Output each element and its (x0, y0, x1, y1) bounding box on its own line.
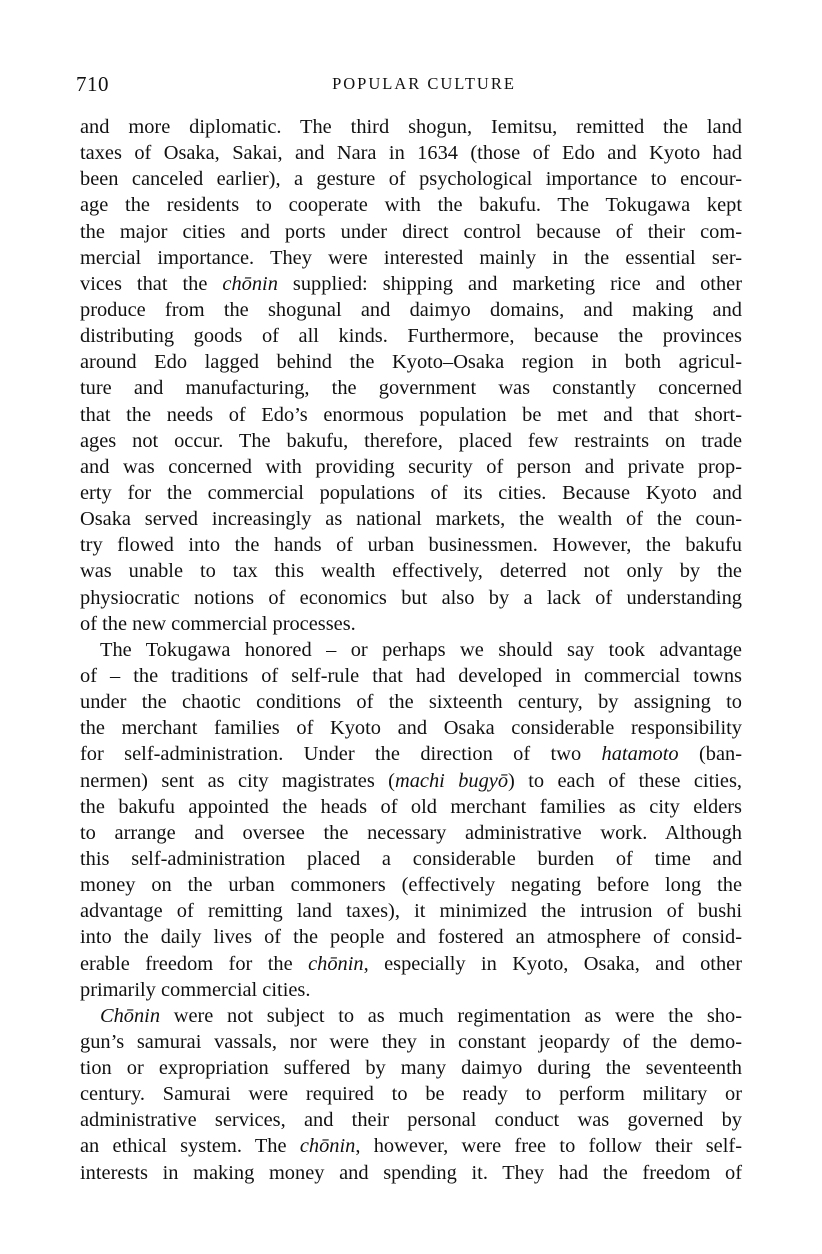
text-line: gun’s samurai vassals, nor were they in constant jeopardy of the demo- (80, 1030, 742, 1053)
text-line: century. Samurai were required to be ready to perform military or (80, 1083, 742, 1106)
text-line: vices that the chōnin supplied: shipping and marketing rice and other (80, 272, 742, 295)
text-line: the merchant families of Kyoto and Osaka considerable responsibility (80, 717, 742, 740)
text-line: that the needs of Edo’s enormous population be met and that short- (80, 403, 742, 426)
text-line: been canceled earlier), a gesture of psychological importance to encour- (80, 168, 742, 191)
text-line: the major cities and ports under direct control because of their com- (80, 220, 742, 243)
text-line: of the new commercial processes. (80, 612, 356, 635)
body-text (80, 114, 742, 1186)
text-line: this self-administration placed a considerable burden of time and (80, 847, 742, 870)
italic-term: machi bugyō (394, 769, 509, 792)
text-line: interests in making money and spending it. They had the freedom of (80, 1161, 742, 1184)
page-number: 710 (76, 72, 109, 96)
text-line: erable freedom for the chōnin, especially in Kyoto, Osaka, and other (80, 952, 742, 975)
text-line: produce from the shogunal and daimyo domains, and making and (80, 298, 742, 321)
text-line: primarily commercial cities. (80, 978, 311, 1001)
text-line: erty for the commercial populations of its cities. Because Kyoto and (80, 481, 742, 504)
text-line: The Tokugawa honored – or perhaps we should say took advantage (100, 638, 742, 661)
italic-term: hatamoto (601, 743, 679, 766)
text-line: around Edo lagged behind the Kyoto–Osaka region in both agricul- (80, 351, 742, 374)
text-line: taxes of Osaka, Sakai, and Nara in 1634 (those of Edo and Kyoto had (80, 142, 742, 165)
text-line: and was concerned with providing security of person and private prop- (80, 455, 742, 478)
text-line: Chōnin were not subject to as much regimentation as were the sho- (100, 1004, 742, 1027)
text-line: Osaka served increasingly as national markets, the wealth of the coun- (80, 508, 742, 531)
text-line: ture and manufacturing, the government was constantly concerned (80, 377, 742, 400)
text-line: age the residents to cooperate with the bakufu. The Tokugawa kept (80, 194, 742, 217)
text-line: for self-administration. Under the direction of two hatamoto (ban- (80, 743, 742, 766)
text-line: administrative services, and their personal conduct was governed by (80, 1109, 742, 1132)
text-line: advantage of remitting land taxes), it minimized the intrusion of bushi (80, 900, 742, 923)
text-line: the bakufu appointed the heads of old merchant families as city elders (80, 795, 742, 818)
text-line: was unable to tax this wealth effectively, deterred not only by the (80, 560, 742, 583)
text-line: ages not occur. The bakufu, therefore, placed few restraints on trade (80, 429, 742, 452)
text-line: mercial importance. They were interested mainly in the essential ser- (80, 246, 742, 269)
text-line: of – the traditions of self-rule that had developed in commercial towns (80, 664, 742, 687)
text-line: money on the urban commoners (effectively negating before long the (80, 874, 742, 897)
running-head (76, 72, 742, 96)
text-line: distributing goods of all kinds. Furthermore, because the provinces (80, 325, 742, 348)
text-line: nermen) sent as city magistrates (machi bugyō) to each of these cities, (80, 769, 743, 792)
text-line: physiocratic notions of economics but also by a lack of understanding (80, 586, 742, 609)
text-line: to arrange and oversee the necessary administrative work. Although (80, 821, 742, 844)
text-line: and more diplomatic. The third shogun, Iemitsu, remitted the land (80, 116, 742, 138)
italic-term: chōnin (299, 1135, 356, 1158)
text-line: try flowed into the hands of urban businessmen. However, the bakufu (80, 534, 742, 557)
text-line: tion or expropriation suffered by many daimyo during the seventeenth (80, 1057, 742, 1080)
running-head-title: POPULAR CULTURE (332, 74, 516, 93)
italic-term: Chōnin (100, 1004, 161, 1027)
text-line: an ethical system. The chōnin, however, were free to follow their self- (80, 1135, 742, 1158)
italic-term: chōnin (308, 952, 364, 975)
text-line: under the chaotic conditions of the sixteenth century, by assigning to (80, 691, 742, 714)
italic-term: chōnin (222, 272, 278, 295)
text-line: into the daily lives of the people and fostered an atmosphere of consid- (80, 926, 742, 949)
